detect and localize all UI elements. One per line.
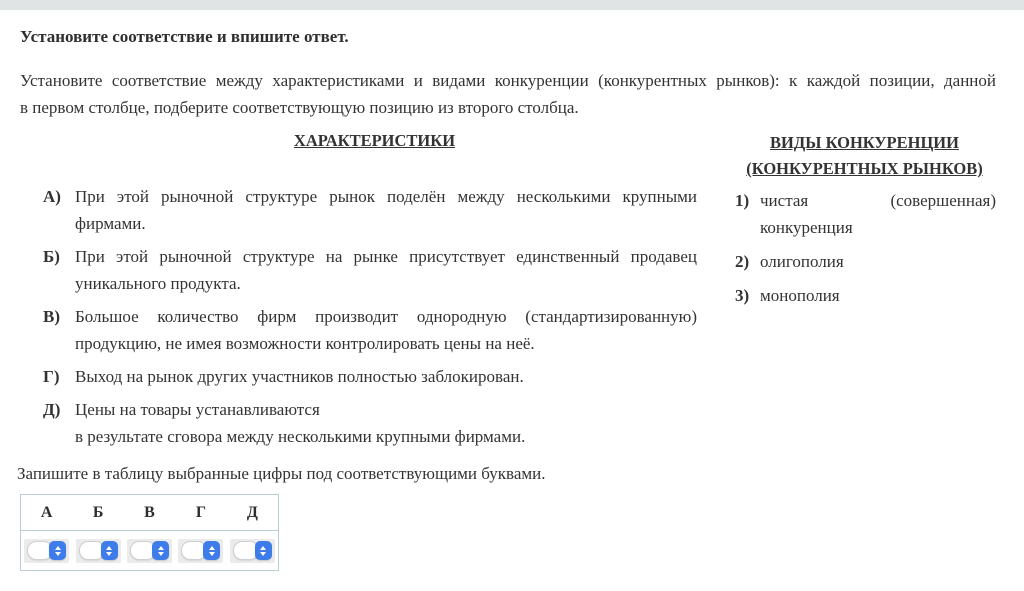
stepper-button[interactable] [152, 541, 169, 560]
table-header-g: Г [195, 503, 207, 521]
stepper-button[interactable] [101, 541, 118, 560]
table-header-a: А [40, 503, 53, 521]
answer-instruction: Запишите в таблицу выбранные цифры под соответствующими буквами. [17, 464, 546, 483]
char-item-g [20, 363, 697, 390]
item-text: монополия [760, 286, 840, 305]
stepper-down-icon[interactable] [158, 552, 164, 556]
item-text: олигополия [760, 252, 844, 271]
number-input-bezel [230, 539, 275, 563]
table-header-v: В [144, 503, 155, 521]
stepper-up-icon[interactable] [260, 546, 266, 550]
intro-text: Установите соответствие между характеристиками и видами конкуренции (конкурентных рынков): к каждой позиции, данной в первом столбце, подберите соответствующую позицию из второго столбца. [20, 71, 996, 117]
answer-cell-d [227, 531, 278, 570]
stepper-down-icon[interactable] [55, 552, 61, 556]
type-item-2 [733, 248, 996, 275]
answer-cell-v [124, 531, 175, 570]
stepper-down-icon[interactable] [260, 552, 266, 556]
item-label: Д) [43, 400, 61, 419]
item-label: В) [43, 307, 60, 326]
competition-types-header: ВИДЫ КОНКУРЕНЦИИ (КОНКУРЕНТНЫХ РЫНКОВ) [746, 133, 983, 178]
table-header-d: Д [246, 503, 258, 521]
table-header-b: Б [92, 503, 104, 521]
item-text: При этой рыночной структуре рынок поделён между несколькими крупными фирмами. [75, 187, 697, 233]
answer-cell-b [72, 531, 123, 570]
type-item-3 [733, 282, 996, 309]
top-bar [0, 0, 1024, 10]
question-area [0, 27, 1024, 571]
stepper-down-icon[interactable] [106, 552, 112, 556]
char-item-v [20, 303, 697, 357]
number-input-bezel [24, 539, 69, 563]
characteristics-column [20, 130, 697, 456]
item-text: Большое количество фирм производит однородную (стандартизированную) продукцию, не имея возможности контролировать цены на неё. [75, 307, 697, 353]
item-label: Б) [43, 247, 60, 266]
answer-cell-a [21, 531, 72, 570]
char-item-b [20, 243, 697, 297]
page-title: Установите соответствие и впишите ответ. [20, 27, 349, 46]
stepper-button[interactable] [49, 541, 66, 560]
stepper-up-icon[interactable] [55, 546, 61, 550]
number-input-bezel [76, 539, 121, 563]
item-text: чистая (совершенная) конкуренция [760, 191, 996, 237]
answer-cell-g [175, 531, 226, 570]
answer-table [20, 494, 279, 571]
char-item-a [20, 183, 697, 237]
item-label: Г) [43, 367, 60, 386]
item-text: Выход на рынок других участников полностью заблокирован. [75, 367, 524, 386]
stepper-down-icon[interactable] [209, 552, 215, 556]
item-text: При этой рыночной структуре на рынке присутствует единственный продавец уникального продукта. [75, 247, 697, 293]
item-label: 2) [735, 252, 750, 271]
matching-columns [20, 130, 996, 456]
stepper-button[interactable] [203, 541, 220, 560]
stepper-up-icon[interactable] [158, 546, 164, 550]
answer-table-header [21, 495, 278, 531]
type-item-1 [733, 187, 996, 241]
stepper-up-icon[interactable] [106, 546, 112, 550]
answer-table-inputs [21, 531, 278, 570]
competition-types-column [733, 130, 996, 456]
number-input-bezel [127, 539, 172, 563]
stepper-up-icon[interactable] [209, 546, 215, 550]
item-label: 1) [735, 191, 750, 210]
item-label: 3) [735, 286, 750, 305]
characteristics-header: ХАРАКТЕРИСТИКИ [293, 131, 456, 150]
char-item-d [20, 396, 697, 450]
stepper-button[interactable] [255, 541, 272, 560]
item-text: Цены на товары устанавливаются в результате сговора между несколькими крупными фирмами. [75, 400, 526, 446]
item-label: А) [43, 187, 61, 206]
number-input-bezel [178, 539, 223, 563]
